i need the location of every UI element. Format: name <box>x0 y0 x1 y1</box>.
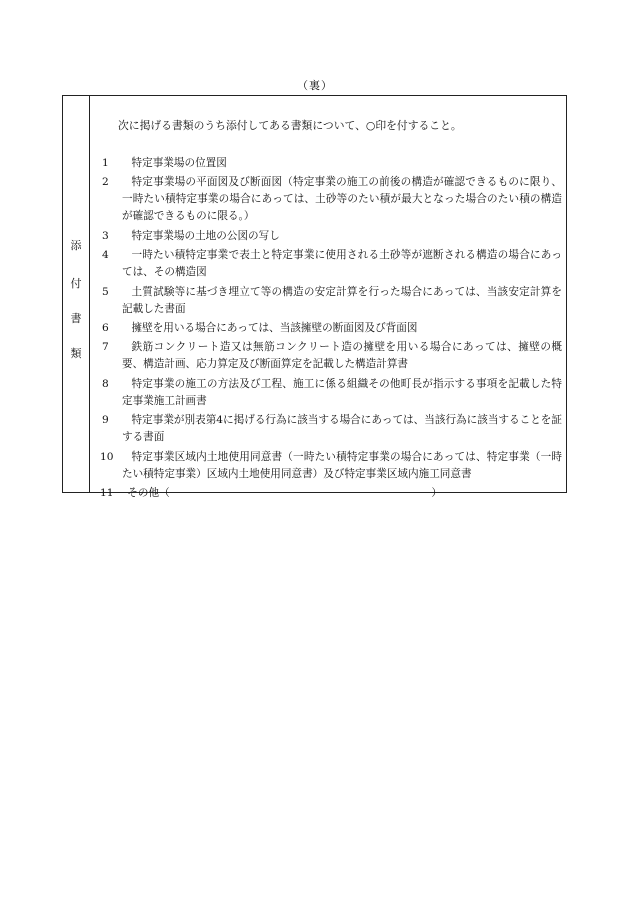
list-item-other[interactable] <box>100 485 562 502</box>
item-text: 土質試験等に基づき埋立て等の構造の安定計算を行った場合にあっては、当該安定計算を記載した書面 <box>122 285 562 315</box>
list-item[interactable] <box>100 228 562 245</box>
item-text: 特定事業場の位置図 <box>131 157 227 169</box>
item-text: 一時たい積特定事業で表土と特定事業に使用される土砂等が遮断される構造の場合にあっては、その構造図 <box>122 249 562 279</box>
page-side-label: （裏） <box>297 79 333 92</box>
attachment-table <box>62 95 567 499</box>
item-number: 8 <box>102 377 109 390</box>
section-label-char: 添 <box>70 239 82 252</box>
attachment-list <box>100 155 562 504</box>
section-label-char: 類 <box>70 347 82 360</box>
item-number: 5 <box>102 285 109 298</box>
item-number: 3 <box>102 229 109 242</box>
item-text <box>122 485 562 502</box>
list-item[interactable] <box>100 339 562 373</box>
instruction-text: 次に掲げる書類のうち添付してある書類について、○印を付すること。 <box>118 119 462 132</box>
list-item[interactable] <box>100 449 562 483</box>
item-text: 特定事業区域内土地使用同意書（一時たい積特定事業の場合にあっては、特定事業（一時たい積特定事業）区域内土地使用同意書）及び特定事業区域内施工同意書 <box>122 450 562 480</box>
list-item[interactable] <box>100 155 562 172</box>
other-close-paren: ） <box>431 486 442 499</box>
section-label-char: 書 <box>70 312 82 325</box>
list-item[interactable] <box>100 376 562 410</box>
section-label-column <box>63 96 90 492</box>
section-label-char: 付 <box>70 277 82 290</box>
list-item[interactable] <box>100 412 562 446</box>
item-text: 特定事業場の土地の公図の写し <box>131 229 280 242</box>
other-open-label: その他（ <box>127 486 170 499</box>
item-number: 6 <box>102 321 109 334</box>
item-number: 7 <box>102 341 109 354</box>
item-text: 擁壁を用いる場合にあっては、当該擁壁の断面図及び背面図 <box>131 321 418 334</box>
item-number: 9 <box>102 414 109 427</box>
item-text: 特定事業の施工の方法及び工程、施工に係る組織その他町長が指示する事項を記載した特定事業施工計画書 <box>122 377 562 407</box>
document-list-column <box>90 96 566 499</box>
list-item[interactable] <box>100 247 562 281</box>
list-item[interactable] <box>100 320 562 337</box>
item-number: 2 <box>102 176 109 189</box>
item-number: 1 <box>102 157 109 169</box>
item-number: 11 <box>100 486 114 499</box>
item-number: 10 <box>100 450 114 463</box>
item-number: 4 <box>102 249 109 262</box>
item-text: 鉄筋コンクリート造又は無筋コンクリート造の擁壁を用いる場合にあっては、擁壁の概要、構造計画、応力算定及び断面算定を記載した構造計算書 <box>122 341 562 371</box>
list-item[interactable] <box>100 174 562 225</box>
other-entry-field[interactable] <box>122 485 442 502</box>
item-text: 特定事業場の平面図及び断面図（特定事業の施工の前後の構造が確認できるものに限り、一時たい積特定事業の場合にあっては、土砂等のたい積が最大となった場合のたい積の構造が確認できるものに限る。） <box>122 176 562 223</box>
item-text: 特定事業が別表第4に掲げる行為に該当する場合にあっては、当該行為に該当することを証する書面 <box>122 414 562 444</box>
list-item[interactable] <box>100 284 562 318</box>
